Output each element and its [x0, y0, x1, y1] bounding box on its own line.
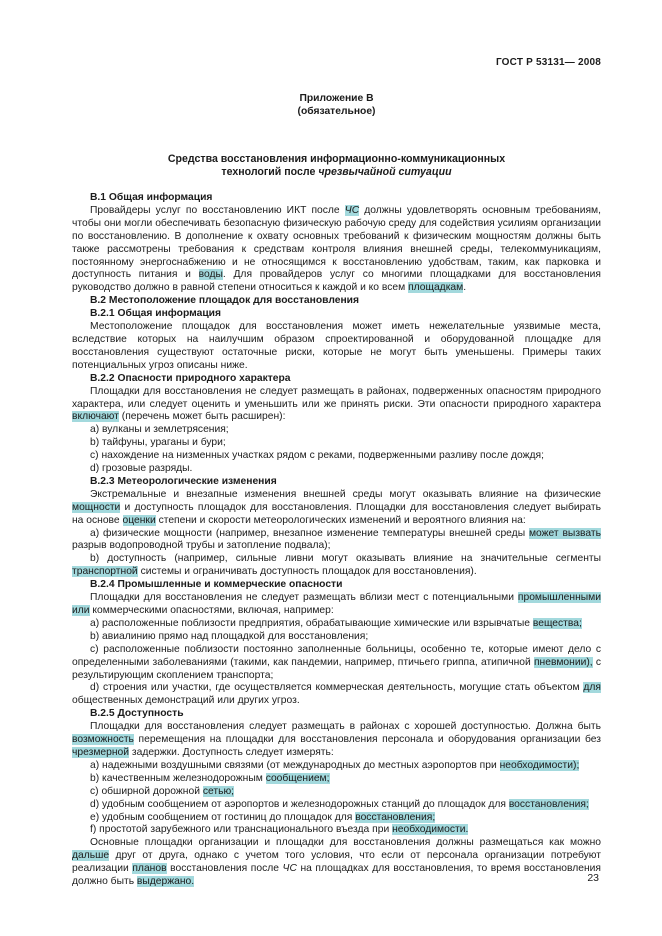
text-run: В.2.2 Опасности природного характера [90, 372, 291, 384]
highlighted-text: дальше [72, 850, 110, 862]
text-run: d) грозовые разряды. [90, 463, 193, 475]
highlighted-text: промышленными или [72, 592, 601, 616]
text-run: с результирующим скоплением транспорта; [72, 656, 601, 681]
list-item [72, 760, 601, 773]
text-run: Площадки для восстановления не следует размещать в районах, подверженных опасностям природного характера, или следует оценить и уменьшить или же принять риски. Эти опасности природного характера [72, 385, 601, 410]
list-item [72, 463, 601, 476]
text-run: В.2.4 Промышленные и коммерческие опасности [90, 579, 343, 591]
paragraph [72, 489, 601, 528]
text-run: d) строения или участки, где осуществляется коммерческая деятельность, могущие стать объектом [90, 682, 584, 694]
highlighted-text: площадкам [408, 282, 464, 294]
section-heading [72, 476, 601, 489]
highlighted-text: необходимости); [499, 759, 580, 771]
highlighted-text: планов [132, 863, 167, 875]
list-item [72, 437, 601, 450]
list-item [72, 644, 601, 683]
highlighted-text: возможность [72, 734, 134, 746]
text-run: d) удобным сообщением от аэропортов и железнодорожных станций до площадок для [90, 798, 509, 810]
text-run: . [463, 282, 467, 294]
highlighted-text: сообщением; [265, 772, 330, 784]
text-run: коммерческими опасностями, включая, например: [89, 605, 334, 616]
text-run: f) простотой зарубежного или транснационального въезда при [90, 824, 393, 836]
highlighted-text: мощности [72, 501, 121, 513]
section-heading [72, 373, 601, 386]
highlighted-text: для [583, 682, 601, 694]
highlighted-text: сетью; [202, 785, 235, 797]
list-item [72, 799, 601, 812]
paragraph [72, 721, 601, 760]
highlighted-text: выдержано. [136, 876, 195, 888]
document-header [72, 57, 601, 68]
list-item [72, 631, 601, 644]
text-run: общественных демонстраций или других угроз. [72, 695, 300, 707]
list-item [72, 553, 601, 579]
standard-number: ГОСТ Р 53131— 2008 [495, 57, 601, 68]
text-run: системы и ограничивать доступность площадок для восстановления). [137, 566, 477, 578]
text-run: В.2.5 Доступность [90, 708, 184, 720]
text-run: b) доступность (например, сильные ливни могут оказывать влияние на значительные сегменты [90, 553, 601, 565]
text-run: b) тайфуны, ураганы и бури; [90, 437, 226, 449]
highlighted-text: ЧС [344, 204, 360, 216]
text-run: a) физические мощности (например, внезапное изменение температуры внешней среды [90, 527, 529, 539]
text-run: на площадках для восстановления, то время восстановления должно быть [72, 863, 601, 888]
highlighted-text: оценки [122, 514, 156, 526]
text-run: Основные площадки организации и площадки для восстановления должны размещаться как можно [90, 837, 601, 849]
text-run: c) обширной дорожной [90, 785, 203, 797]
text-run: Местоположение площадок для восстановления может иметь нежелательные уязвимые места, вследствие которых на наилучшим образом спроектированной и оборудованной площадке для восстановления существуют остаточные риски, которые не могут быть уменьшены. Примеры таких потенциальных угроз описаны ниже. [72, 321, 601, 371]
title-line-2-normal: технологий после [221, 166, 319, 178]
text-run: перемещения на площадки для восстановления персонала и оборудования организации без [133, 734, 601, 746]
highlighted-text: чрезмерной [72, 746, 130, 758]
appendix-block [72, 93, 601, 118]
highlighted-text: воды [198, 269, 223, 281]
text-run: Площадки для восстановления следует размещать в районах с хорошей доступностью. Должна быть [90, 721, 601, 733]
section-heading [72, 308, 601, 321]
title-line-2-italic: чрезвычайной ситуации [318, 166, 452, 178]
highlighted-text: вещества; [532, 617, 582, 629]
paragraph [72, 386, 601, 425]
text-run: (перечень может быть расширен): [118, 411, 286, 423]
text-run: a) расположенные поблизости предприятия, обрабатывающие химические или взрывчатые [90, 617, 533, 629]
text-run: и доступность площадок для восстановления. Площадки для восстановления следует выбирать на основе [72, 501, 601, 526]
text-run: e) удобным сообщением от гостиниц до площадок для [90, 811, 356, 823]
appendix-label: Приложение В [299, 93, 374, 104]
section-heading [72, 579, 601, 592]
text-run: друг от друга, однако с учетом того условия, что если от персонала организации потребуют реализации [72, 850, 601, 875]
text-run: В.2 Местоположение площадок для восстановления [90, 295, 360, 307]
list-item [72, 618, 601, 631]
document-content [72, 192, 601, 889]
text-run: c) нахождение на низменных участках рядом с реками, подверженными разливу после дождя; [90, 450, 544, 462]
highlighted-text: восстановления; [508, 798, 589, 810]
text-run: . Для провайдеров услуг со многими площадками для восстановления руководство должно в равной степени относиться к каждой и ко всем [72, 269, 601, 294]
text-run: восстановления после [166, 863, 283, 875]
text-run: задержки. Доступность следует измерять: [129, 746, 334, 758]
text-run: a) надежными воздушными связями (от международных до местных аэропортов при [90, 759, 500, 771]
paragraph [72, 205, 601, 295]
section-heading [72, 295, 601, 308]
text-run: b) качественным железнодорожным [90, 772, 266, 784]
paragraph [72, 592, 601, 618]
text-run: ЧС [282, 863, 297, 875]
highlighted-text: восстановления; [355, 811, 436, 823]
text-run: Провайдеры услуг по восстановлению ИКТ после [90, 204, 345, 216]
list-item [72, 682, 601, 708]
title-line-2 [72, 166, 601, 179]
page-number: 23 [587, 872, 599, 884]
appendix-sublabel: (обязательное) [297, 105, 376, 117]
highlighted-text: может вызвать [528, 527, 601, 539]
title-line-1: Средства восстановления информационно-коммуникационных [167, 153, 506, 165]
list-item [72, 450, 601, 463]
text-run: должны удовлетворять основным требованиям, чтобы они могли обеспечивать безопасную физическую рабочую среду для содействия усилиям организации по восстановлению. В дополнение к охвату основных требований к физическим мощностям должны быть также рассмотрены требования к средствам контроля влияния внешней среды, телекоммуникациям, постоянному энергоснабжению и не относящимся к восстановлению удобствам, таким, как парковка и доступность питания и [72, 204, 601, 281]
list-item [72, 773, 601, 786]
text-run: В.1 Общая информация [90, 192, 213, 203]
list-item [72, 424, 601, 437]
section-heading [72, 708, 601, 721]
text-run: разрыв водопроводной трубы и затопление подвала); [72, 540, 331, 552]
list-item [72, 824, 601, 837]
highlighted-text: транспортной [72, 566, 138, 578]
highlighted-text: включают [72, 411, 119, 423]
text-run: c) расположенные поблизости постоянно заполненные больницы, особенно те, которые имеют дело с определенными заболеваниями (такими, как пандемии, например, птичьего гриппа, атипичной [72, 643, 601, 668]
highlighted-text: пневмонии), [533, 656, 593, 668]
text-run: Площадки для восстановления не следует размещать вблизи мест с потенциальными [90, 592, 518, 604]
list-item [72, 786, 601, 799]
list-item [72, 812, 601, 825]
highlighted-text: необходимости. [392, 824, 469, 836]
text-run: В.2.3 Метеорологические изменения [90, 475, 277, 487]
text-run: b) авиалинию прямо над площадкой для восстановления; [90, 630, 369, 642]
section-heading [72, 192, 601, 205]
list-item [72, 528, 601, 554]
document-title [72, 153, 601, 179]
paragraph [72, 837, 601, 889]
text-run: степени и скорости метеорологических изменений и вероятного влияния на: [155, 514, 526, 526]
text-run: a) вулканы и землетрясения; [90, 424, 229, 436]
text-run: Экстремальные и внезапные изменения внешней среды могут оказывать влияние на физические [90, 488, 601, 500]
paragraph [72, 321, 601, 373]
text-run: В.2.1 Общая информация [90, 308, 221, 320]
